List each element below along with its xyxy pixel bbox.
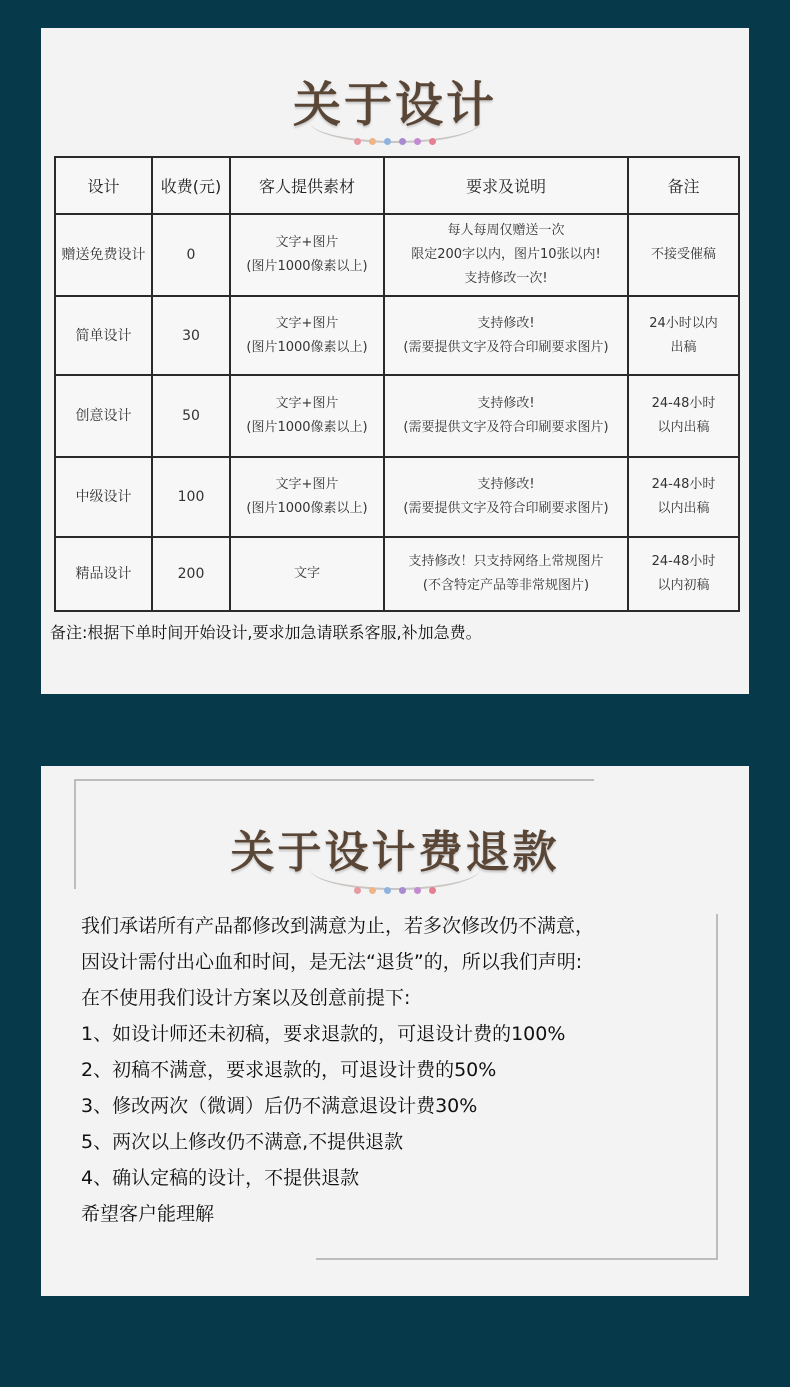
cell-fee: 200	[152, 537, 230, 611]
cell-design-name: 简单设计	[55, 296, 152, 375]
cell-remarks-line: 以内初稿	[657, 578, 710, 593]
dot-icon	[369, 138, 376, 145]
cell-materials-line: 文字+图片	[275, 315, 339, 331]
design-title: 关于设计	[292, 77, 497, 133]
pricing-table	[54, 156, 740, 612]
cell-requirements	[384, 537, 628, 611]
cell-requirements-line: (需要提供文字及符合印刷要求图片)	[403, 420, 609, 435]
cell-materials	[230, 537, 384, 611]
frame-bottom-line	[316, 1258, 718, 1260]
dot-icon	[429, 887, 436, 894]
dot-icon	[399, 887, 406, 894]
cell-remarks	[628, 457, 739, 537]
cell-design-name: 精品设计	[55, 537, 152, 611]
cell-requirements-line: 支持修改！只支持网络上常规图片	[408, 554, 604, 569]
cell-materials-line: 文字+图片	[275, 396, 339, 411]
table-row	[55, 457, 739, 537]
design-note: 备注:根据下单时间开始设计,要求加急请联系客服,补加急费。	[50, 623, 482, 642]
cell-requirements-line: (需要提供文字及符合印刷要求图片)	[403, 501, 609, 516]
cell-materials-line: 文字+图片	[275, 235, 339, 250]
cell-remarks	[628, 375, 739, 457]
cell-materials	[230, 214, 384, 296]
frame-top-line	[74, 779, 594, 781]
cell-fee: 30	[152, 296, 230, 375]
cell-design-name: 创意设计	[55, 375, 152, 457]
refund-line: 希望客户能理解	[81, 1203, 215, 1225]
cell-remarks-line: 24-48小时	[651, 554, 716, 569]
refund-line: 因设计需付出心血和时间，是无法“退货”的，所以我们声明:	[81, 951, 583, 973]
refund-policy-text	[81, 908, 731, 1232]
refund-line: 我们承诺所有产品都修改到满意为止，若多次修改仍不满意，	[81, 915, 595, 937]
dot-icon	[369, 887, 376, 894]
table-row	[55, 296, 739, 375]
cell-remarks-line: 以内出稿	[657, 420, 710, 435]
refund-line: 3、修改两次（微调）后仍不满意退设计费30%	[81, 1095, 478, 1117]
cell-requirements	[384, 375, 628, 457]
cell-requirements-line: 限定200字以内，图片10张以内!	[411, 247, 601, 262]
cell-design-name: 中级设计	[55, 457, 152, 537]
cell-requirements-line: 支持修改!	[477, 477, 535, 492]
refund-line: 在不使用我们设计方案以及创意前提下:	[81, 987, 411, 1009]
refund-policy-panel	[41, 766, 749, 1296]
decorative-dots	[41, 138, 749, 145]
cell-requirements-line: 支持修改一次!	[464, 271, 548, 286]
refund-line: 5、两次以上修改仍不满意,不提供退款	[81, 1131, 404, 1153]
cell-materials	[230, 375, 384, 457]
title-underline-arc	[310, 848, 480, 890]
dot-icon	[414, 887, 421, 894]
cell-materials-line: 文字+图片	[275, 477, 339, 492]
cell-design-name: 赠送免费设计	[55, 214, 152, 296]
title-underline-arc	[310, 101, 480, 143]
table-header-row	[55, 157, 739, 214]
cell-remarks-line: 以内出稿	[657, 501, 710, 516]
cell-requirements	[384, 296, 628, 375]
cell-remarks-line: 24-48小时	[651, 477, 716, 492]
cell-materials-line: (图片1000像素以上)	[246, 501, 368, 516]
dot-icon	[429, 138, 436, 145]
cell-requirements-line: (不含特定产品等非常规图片)	[422, 578, 590, 593]
cell-requirements	[384, 457, 628, 537]
header-remarks: 备注	[628, 157, 739, 214]
cell-remarks-line: 24小时以内	[649, 315, 718, 331]
cell-materials-line: (图片1000像素以上)	[246, 420, 368, 435]
decorative-dots	[41, 887, 749, 894]
dot-icon	[399, 138, 406, 145]
refund-line: 1、如设计师还未初稿，要求退款的，可退设计费的100%	[81, 1023, 566, 1045]
cell-materials	[230, 457, 384, 537]
refund-title: 关于设计费退款	[230, 827, 560, 878]
dot-icon	[384, 887, 391, 894]
cell-remarks	[628, 296, 739, 375]
header-design: 设计	[55, 157, 152, 214]
cell-remarks	[628, 537, 739, 611]
pricing-table-body	[55, 214, 739, 611]
cell-remarks	[628, 214, 739, 296]
cell-materials-line: 文字	[293, 566, 320, 581]
refund-line: 2、初稿不满意，要求退款的，可退设计费的50%	[81, 1059, 497, 1081]
cell-requirements	[384, 214, 628, 296]
table-row	[55, 537, 739, 611]
cell-remarks-line: 24-48小时	[651, 396, 716, 411]
cell-remarks-line: 出稿	[670, 339, 697, 355]
cell-fee: 50	[152, 375, 230, 457]
header-requirements: 要求及说明	[384, 157, 628, 214]
design-pricing-panel	[41, 28, 749, 694]
dot-icon	[384, 138, 391, 145]
cell-fee: 0	[152, 214, 230, 296]
table-row	[55, 214, 739, 296]
cell-remarks-line: 不接受催稿	[650, 247, 716, 262]
dot-icon	[354, 887, 361, 894]
table-row	[55, 375, 739, 457]
cell-requirements-line: 支持修改!	[477, 396, 535, 411]
cell-materials	[230, 296, 384, 375]
header-materials: 客人提供素材	[230, 157, 384, 214]
cell-requirements-line: 每人每周仅赠送一次	[447, 223, 565, 238]
dot-icon	[354, 138, 361, 145]
cell-materials-line: (图片1000像素以上)	[246, 339, 368, 355]
header-fee: 收费(元)	[152, 157, 230, 214]
cell-fee: 100	[152, 457, 230, 537]
cell-requirements-line: 支持修改!	[477, 315, 535, 331]
cell-materials-line: (图片1000像素以上)	[246, 259, 368, 274]
dot-icon	[414, 138, 421, 145]
cell-requirements-line: (需要提供文字及符合印刷要求图片)	[403, 339, 609, 355]
refund-line: 4、确认定稿的设计，不提供退款	[81, 1167, 360, 1189]
